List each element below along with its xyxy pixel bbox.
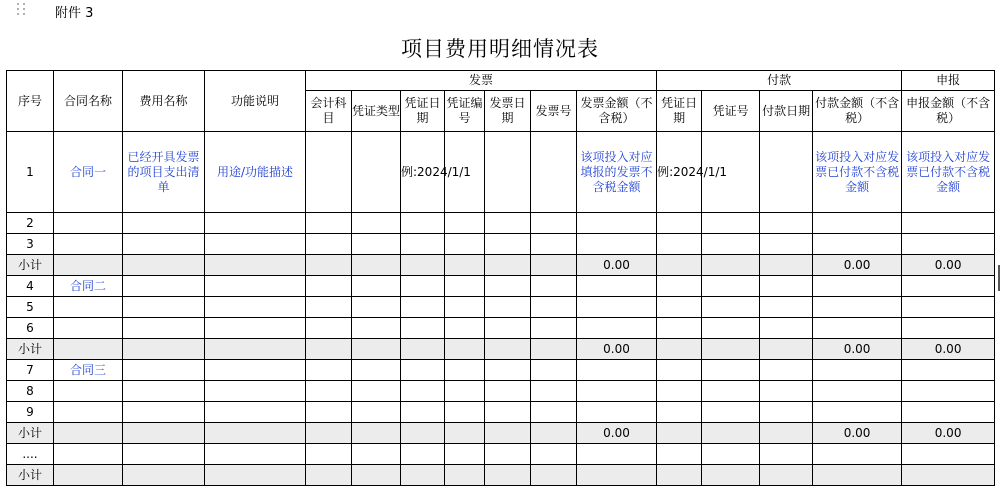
cell-seq[interactable]: 6 [7,318,54,339]
subtotal-pay-amount[interactable]: 0.00 [813,339,902,360]
table-cell[interactable] [352,276,401,297]
table-cell[interactable] [485,297,531,318]
table-cell[interactable] [485,339,531,360]
table-cell[interactable] [577,234,657,255]
table-row [7,276,995,297]
table-cell[interactable] [902,381,995,402]
cell-contract[interactable] [54,339,123,360]
table-cell[interactable] [531,381,577,402]
table-cell[interactable] [702,402,760,423]
cell-seq[interactable]: 7 [7,360,54,381]
table-cell[interactable] [485,234,531,255]
table-cell[interactable] [902,297,995,318]
table-cell[interactable] [445,465,485,486]
header-invoice-col: 发票号 [531,91,577,132]
subtotal-invoice-amount[interactable]: 0.00 [577,339,657,360]
table-cell[interactable] [205,423,306,444]
table-cell[interactable] [445,360,485,381]
table-cell[interactable] [813,318,902,339]
table-cell[interactable] [352,255,401,276]
subtotal-invoice-amount[interactable] [577,465,657,486]
cell-function[interactable]: 用途/功能描述 [205,132,306,213]
header-invoice-col: 会计科目 [306,91,352,132]
cell-contract[interactable] [54,318,123,339]
table-cell[interactable] [401,234,445,255]
table-cell[interactable] [306,297,352,318]
subtotal-row [7,423,995,444]
table-cell[interactable] [123,339,205,360]
table-cell[interactable] [485,465,531,486]
table-cell[interactable] [902,234,995,255]
cell-fee-name[interactable]: 已经开具发票的项目支出清单 [123,132,205,213]
table-cell[interactable] [577,297,657,318]
table-cell[interactable] [760,234,813,255]
table-cell[interactable] [531,444,577,465]
header-function: 功能说明 [205,71,306,132]
table-cell[interactable] [306,213,352,234]
page-title: 项目费用明细情况表 [401,37,599,61]
table-cell[interactable] [123,318,205,339]
table-cell[interactable] [657,297,702,318]
table-cell[interactable] [902,276,995,297]
table-cell[interactable] [485,276,531,297]
table-cell[interactable] [205,381,306,402]
cell-contract[interactable] [54,255,123,276]
table-cell[interactable] [445,255,485,276]
subtotal-row [7,465,995,486]
table-cell[interactable] [702,213,760,234]
table-cell[interactable] [577,381,657,402]
cell-seq[interactable]: 1 [7,132,54,213]
subtotal-invoice-amount[interactable]: 0.00 [577,423,657,444]
table-cell[interactable] [306,402,352,423]
cell-contract[interactable] [54,423,123,444]
table-cell[interactable] [306,423,352,444]
cell-seq[interactable]: 2 [7,213,54,234]
table-cell[interactable] [577,276,657,297]
table-row [7,360,995,381]
header-seq: 序号 [7,71,54,132]
table-cell[interactable] [657,318,702,339]
table-cell[interactable] [531,213,577,234]
table-cell[interactable] [306,318,352,339]
cell-contract[interactable] [54,402,123,423]
subtotal-pay-amount[interactable]: 0.00 [813,255,902,276]
table-cell[interactable] [123,465,205,486]
cell-voucher-date[interactable]: 例:2024/1/1 [401,132,445,213]
table-row [7,402,995,423]
header-invoice-col: 凭证编号 [445,91,485,132]
subtotal-declare-amount[interactable]: 0.00 [902,339,995,360]
table-cell[interactable] [702,255,760,276]
table-cell[interactable] [445,402,485,423]
table-cell[interactable] [352,444,401,465]
table-row-example [7,132,995,213]
table-cell[interactable] [205,318,306,339]
table-cell[interactable] [205,276,306,297]
table-cell[interactable] [577,360,657,381]
table-cell[interactable] [352,381,401,402]
table-cell[interactable] [306,465,352,486]
table-cell[interactable] [702,297,760,318]
table-cell[interactable] [657,234,702,255]
table-cell[interactable] [445,276,485,297]
table-cell[interactable] [702,276,760,297]
header-fee-name: 费用名称 [123,71,205,132]
table-cell[interactable] [531,276,577,297]
subtotal-declare-amount[interactable]: 0.00 [902,255,995,276]
table-cell[interactable] [657,360,702,381]
table-cell[interactable] [401,255,445,276]
table-cell[interactable] [205,234,306,255]
table-cell[interactable] [352,339,401,360]
table-cell[interactable] [760,318,813,339]
table-cell[interactable] [902,402,995,423]
table-move-handle-icon[interactable] [17,3,27,19]
header-invoice-col: 发票日期 [485,91,531,132]
table-cell[interactable] [657,276,702,297]
header-group-invoice: 发票 [306,71,657,91]
header-payment-col: 付款日期 [760,91,813,132]
header-group-payment: 付款 [657,71,902,91]
cell-contract[interactable] [54,444,123,465]
table-cell[interactable] [760,423,813,444]
cell-invoice-date[interactable] [485,132,531,213]
table-cell[interactable] [531,234,577,255]
table-cell[interactable] [760,444,813,465]
header-group-declare: 申报 [902,71,995,91]
table-cell[interactable] [123,402,205,423]
table-cell[interactable] [813,297,902,318]
table-cell[interactable] [813,402,902,423]
table-cell[interactable] [401,381,445,402]
table-cell[interactable] [657,339,702,360]
table-cell[interactable] [205,255,306,276]
table-cell[interactable] [702,318,760,339]
table-cell[interactable] [657,423,702,444]
table-cell[interactable] [352,465,401,486]
table-cell[interactable] [702,339,760,360]
table-cell[interactable] [205,360,306,381]
table-cell[interactable] [445,381,485,402]
cell-seq[interactable]: 9 [7,402,54,423]
table-cell[interactable] [401,339,445,360]
cell-contract[interactable] [54,213,123,234]
table-cell[interactable] [401,423,445,444]
table-cell[interactable] [401,276,445,297]
table-cell[interactable] [577,213,657,234]
table-cell[interactable] [760,381,813,402]
table-cell[interactable] [813,381,902,402]
subtotal-declare-amount[interactable]: 0.00 [902,423,995,444]
table-cell[interactable] [445,423,485,444]
table-cell[interactable] [531,297,577,318]
subtotal-pay-amount[interactable] [813,465,902,486]
table-cell[interactable] [485,381,531,402]
table-cell[interactable] [352,297,401,318]
table-cell[interactable] [123,276,205,297]
table-cell[interactable] [485,255,531,276]
cell-voucher-type[interactable] [352,132,401,213]
header-payment-col: 凭证日期 [657,91,702,132]
table-cell[interactable] [401,444,445,465]
table-cell[interactable] [205,339,306,360]
table-cell[interactable] [531,318,577,339]
table-cell[interactable] [205,213,306,234]
table-cell[interactable] [577,318,657,339]
header-payment-col: 付款金额（不含税） [813,91,902,132]
table-cell[interactable] [657,381,702,402]
subtotal-row [7,339,995,360]
table-cell[interactable] [401,465,445,486]
table-cell[interactable] [531,423,577,444]
table-cell[interactable] [760,255,813,276]
cell-seq[interactable]: 8 [7,381,54,402]
table-cell[interactable] [657,255,702,276]
table-cell[interactable] [813,444,902,465]
table-row [7,318,995,339]
table-cell[interactable] [531,339,577,360]
table-cell[interactable] [531,402,577,423]
header-invoice-col: 凭证日期 [401,91,445,132]
subtotal-declare-amount[interactable] [902,465,995,486]
annex-label: 附件 3 [55,6,94,21]
cell-seq[interactable]: 小计 [7,255,54,276]
table-cell[interactable] [401,402,445,423]
cell-invoice-amount[interactable]: 该项投入对应填报的发票不含税金额 [577,132,657,213]
cell-contract[interactable]: 合同二 [54,276,123,297]
table-cell[interactable] [205,297,306,318]
cell-seq[interactable]: 小计 [7,423,54,444]
table-cell[interactable] [657,444,702,465]
table-cell[interactable] [401,318,445,339]
header-declare-col: 申报金额（不含税） [902,91,995,132]
table-cell[interactable] [760,213,813,234]
table-cell[interactable] [401,297,445,318]
table-row [7,444,995,465]
subtotal-row [7,255,995,276]
table-cell[interactable] [445,297,485,318]
table-cell[interactable] [702,444,760,465]
table-cell[interactable] [123,423,205,444]
table-cell[interactable] [531,465,577,486]
table-cell[interactable] [702,234,760,255]
table-cell[interactable] [702,465,760,486]
table-cell[interactable] [813,213,902,234]
table-cell[interactable] [352,318,401,339]
cell-seq[interactable]: 小计 [7,339,54,360]
cell-contract[interactable] [54,381,123,402]
table-cell[interactable] [306,255,352,276]
table-cell[interactable] [760,465,813,486]
table-cell[interactable] [306,276,352,297]
table-cell[interactable] [577,402,657,423]
table-cell[interactable] [352,234,401,255]
table-cell[interactable] [123,381,205,402]
table-cell[interactable] [445,213,485,234]
table-cell[interactable] [123,234,205,255]
header-contract: 合同名称 [54,71,123,132]
table-cell[interactable] [123,213,205,234]
cell-pay-date[interactable] [760,132,813,213]
table-cell[interactable] [485,213,531,234]
table-row [7,381,995,402]
table-cell[interactable] [657,213,702,234]
table-cell[interactable] [813,276,902,297]
table-cell[interactable] [352,423,401,444]
cell-contract[interactable] [54,465,123,486]
table-cell[interactable] [531,255,577,276]
table-cell[interactable] [352,213,401,234]
cell-contract[interactable] [54,297,123,318]
table-cell[interactable] [485,360,531,381]
table-cell[interactable] [902,444,995,465]
header-invoice-col: 凭证类型 [352,91,401,132]
cell-pay-voucher-date[interactable]: 例:2024/1/1 [657,132,702,213]
table-cell[interactable] [445,339,485,360]
table-cell[interactable] [123,297,205,318]
cell-seq[interactable]: .... [7,444,54,465]
table-cell[interactable] [306,234,352,255]
table-cell[interactable] [813,234,902,255]
table-cell[interactable] [445,234,485,255]
header-payment-col: 凭证号 [702,91,760,132]
cell-contract[interactable] [54,234,123,255]
table-cell[interactable] [657,402,702,423]
table-cell[interactable] [902,360,995,381]
subtotal-invoice-amount[interactable]: 0.00 [577,255,657,276]
table-cell[interactable] [445,444,485,465]
cell-contract[interactable]: 合同三 [54,360,123,381]
table-cell[interactable] [123,360,205,381]
table-cell[interactable] [352,402,401,423]
cell-declare-amount[interactable]: 该项投入对应发票已付款不含税金额 [902,132,995,213]
table-cell[interactable] [760,297,813,318]
cell-contract[interactable]: 合同一 [54,132,123,213]
table-cell[interactable] [485,423,531,444]
table-cell[interactable] [485,402,531,423]
table-cell[interactable] [445,318,485,339]
table-cell[interactable] [401,213,445,234]
cell-invoice-no[interactable] [531,132,577,213]
table-cell[interactable] [813,360,902,381]
table-cell[interactable] [485,444,531,465]
table-row [7,297,995,318]
table-cell[interactable] [760,276,813,297]
table-cell[interactable] [306,339,352,360]
table-cell[interactable] [123,444,205,465]
table-cell[interactable] [702,381,760,402]
table-cell[interactable] [702,423,760,444]
table-cell[interactable] [531,360,577,381]
cell-seq[interactable]: 4 [7,276,54,297]
subtotal-pay-amount[interactable]: 0.00 [813,423,902,444]
table-cell[interactable] [902,318,995,339]
table-cell[interactable] [760,339,813,360]
table-cell[interactable] [123,255,205,276]
table-cell[interactable] [205,402,306,423]
table-cell[interactable] [760,402,813,423]
table-cell[interactable] [702,360,760,381]
table-cell[interactable] [205,444,306,465]
table-row [7,213,995,234]
table-cell[interactable] [306,444,352,465]
cell-pay-amount[interactable]: 该项投入对应发票已付款不含税金额 [813,132,902,213]
table-cell[interactable] [205,465,306,486]
table-cell[interactable] [401,360,445,381]
table-cell[interactable] [306,360,352,381]
table-cell[interactable] [657,465,702,486]
cell-seq[interactable]: 小计 [7,465,54,486]
table-row [7,234,995,255]
table-cell[interactable] [306,381,352,402]
header-invoice-col: 发票金额（不含税） [577,91,657,132]
expense-detail-table [6,70,995,486]
table-cell[interactable] [902,213,995,234]
table-cell[interactable] [760,360,813,381]
cell-account[interactable] [306,132,352,213]
cell-seq[interactable]: 5 [7,297,54,318]
table-cell[interactable] [577,444,657,465]
table-cell[interactable] [352,360,401,381]
cell-seq[interactable]: 3 [7,234,54,255]
table-cell[interactable] [485,318,531,339]
